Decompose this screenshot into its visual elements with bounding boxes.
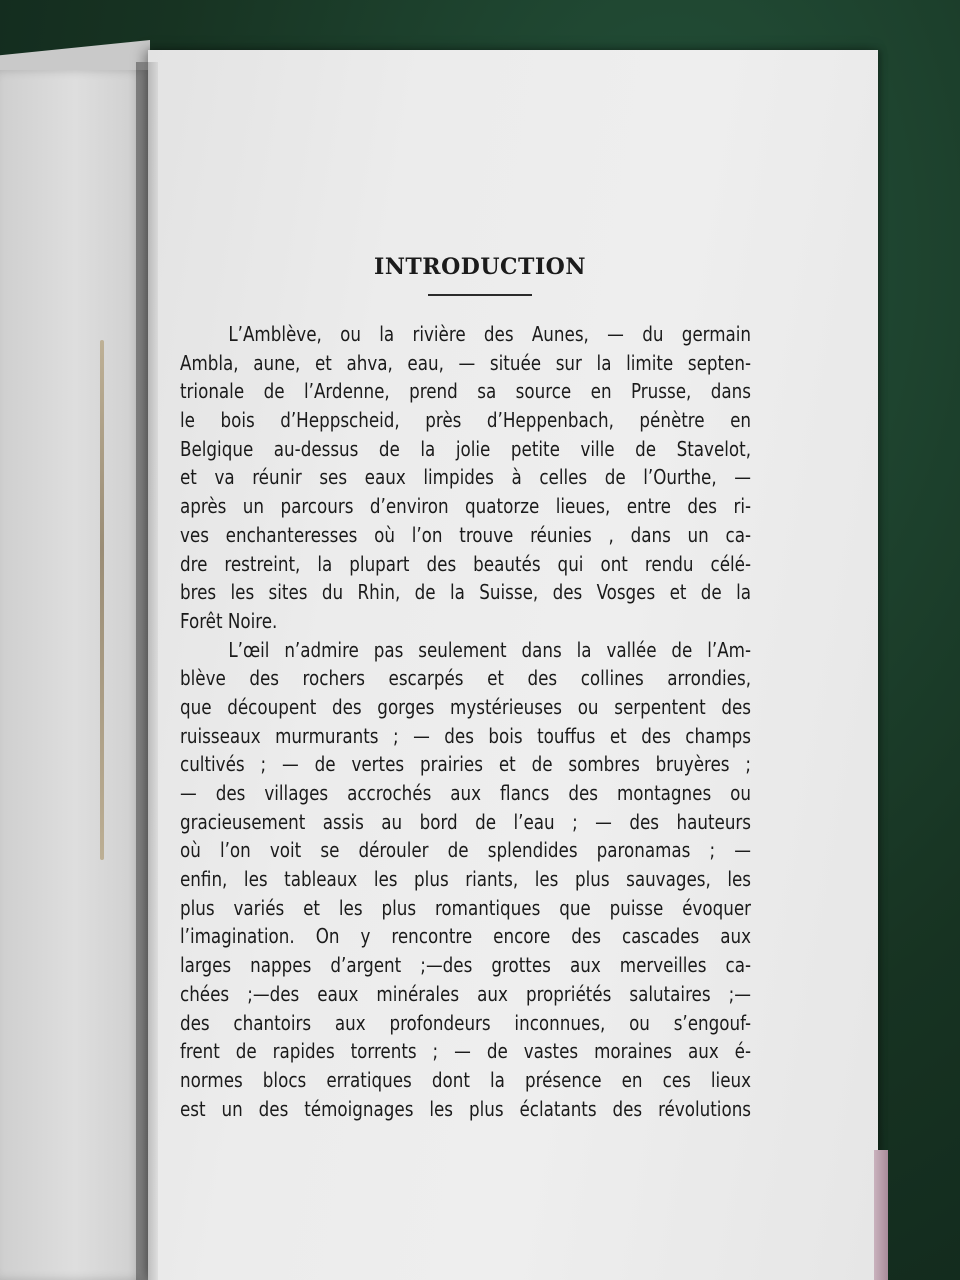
text-line: et va réunir ses eaux limpides à celles de l’Ourthe, — (180, 465, 752, 490)
text-line: gracieusement assis au bord de l’eau ; — des hauteurs (180, 809, 752, 834)
left-page-top-edge (0, 40, 150, 74)
text-line: Belgique au-dessus de la jolie petite ville de Stavelot, (180, 436, 752, 461)
text-line: Forêt Noire. (180, 608, 278, 633)
text-line: L’œil n’admire pas seulement dans la vallée de l’Am- (228, 637, 752, 662)
text-line: où l’on voit se dérouler de splendides paronamas ; — (180, 838, 752, 863)
text-line: que découpent des gorges mystérieuses ou serpentent des (180, 694, 752, 719)
text-line: le bois d’Heppscheid, près d’Heppenbach, pénètre en (180, 408, 752, 433)
text-line: — des villages accrochés aux flancs des montagnes ou (180, 781, 752, 805)
book-gutter (136, 62, 158, 1280)
text-line: cultivés ; — de vertes prairies et de sombres bruyères ; (180, 752, 752, 777)
text-line: larges nappes d’argent ;—des grottes aux merveilles ca- (180, 953, 752, 978)
text-line: Ambla, aune, et ahva, eau, — située sur la limite septen- (180, 350, 752, 375)
text-line: l’imagination. On y rencontre encore des cascades aux (180, 924, 752, 949)
page-edge (874, 1150, 888, 1280)
text-line: chées ;—des eaux minérales aux propriétés salutaires ;— (180, 981, 752, 1006)
text-line: dre restreint, la plupart des beautés qui ont rendu célé- (180, 551, 752, 576)
text-line: est un des témoignages les plus éclatants des révolutions (180, 1096, 752, 1121)
text-line: plus variés et les plus romantiques que puisse évoquer (180, 895, 752, 920)
text-line: trionale de l’Ardenne, prend sa source en Prusse, dans (180, 379, 752, 404)
text-line: après un parcours d’environ quatorze lieues, entre des ri- (180, 494, 752, 519)
text-line: blève des rochers escarpés et des collines arrondies, (180, 666, 752, 691)
text-line: frent de rapides torrents ; — de vastes moraines aux é- (180, 1039, 752, 1064)
title-underline (428, 294, 532, 296)
page-title: INTRODUCTION (374, 254, 586, 280)
text-line: ruisseaux murmurants ; — des bois touffus et des champs (180, 723, 752, 748)
text-line: bres les sites du Rhin, de la Suisse, des Vosges et de la (180, 580, 752, 605)
binding-thread (100, 340, 104, 860)
text-line: des chantoirs aux profondeurs inconnues, ou s’engouf- (180, 1010, 752, 1035)
left-page (0, 70, 150, 1280)
text-line: normes blocs erratiques dont la présence en ces lieux (180, 1067, 752, 1092)
page-content (180, 250, 760, 1123)
text-line: ves enchanteresses où l’on trouve réunies , dans un ca- (180, 522, 752, 547)
text-line: L’Amblève, ou la rivière des Aunes, — du germain (228, 322, 752, 346)
text-line: enfin, les tableaux les plus riants, les plus sauvages, les (180, 867, 752, 892)
